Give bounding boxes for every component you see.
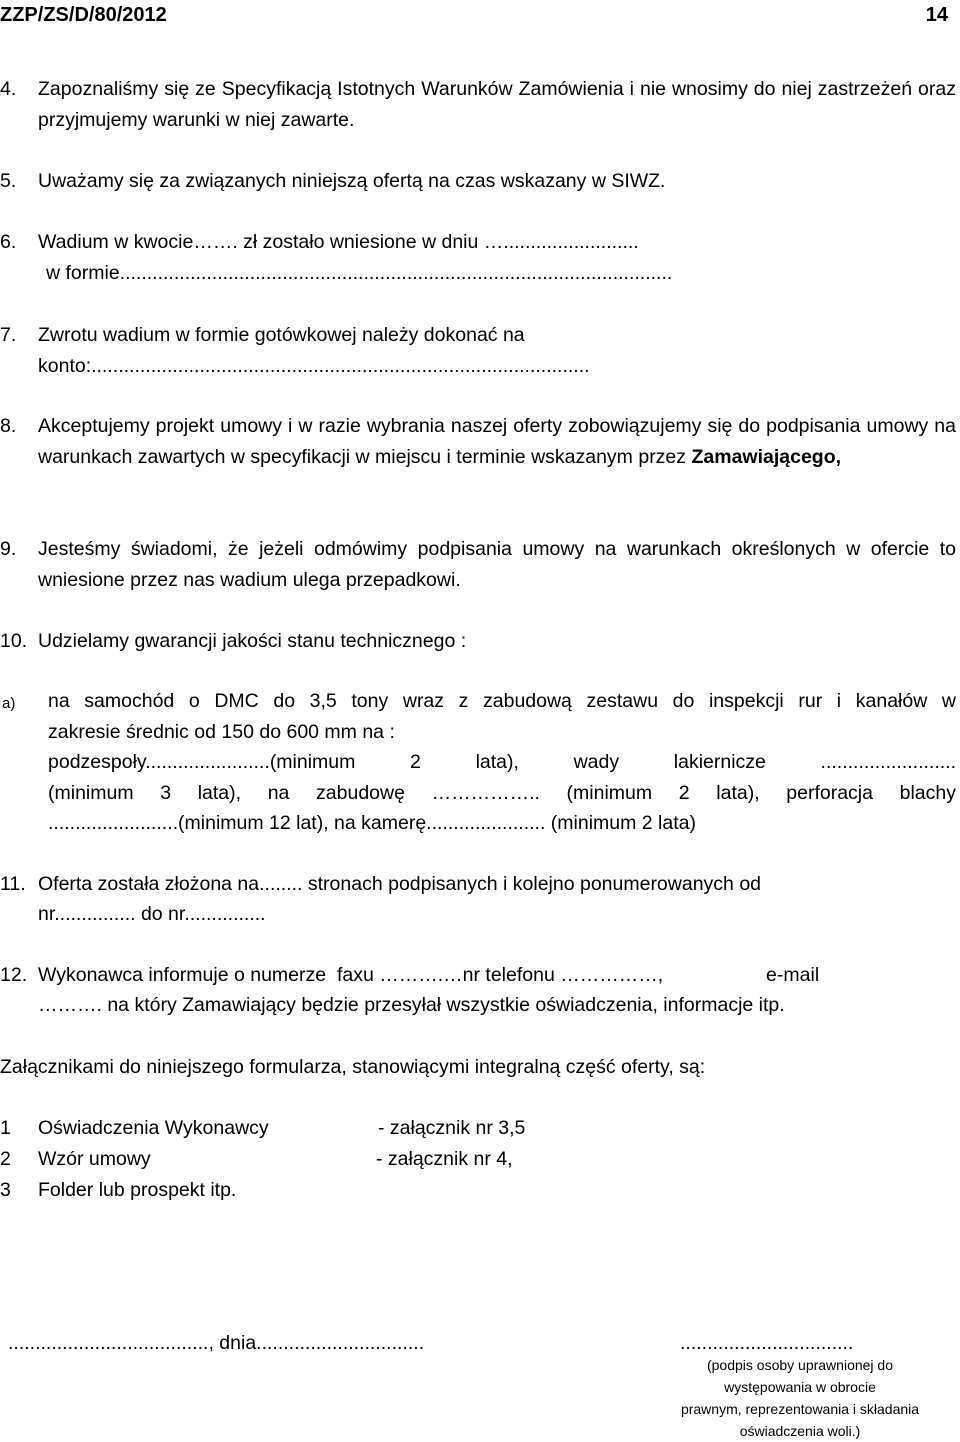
page-header bbox=[0, 2, 956, 28]
item-5-text: Uważamy się za związanych niniejszą ofertą na czas wskazany w SIWZ. bbox=[38, 170, 666, 192]
item-4-text: Zapoznaliśmy się ze Specyfikacją Istotnych Warunków Zamówienia i nie wnosimy do niej zastrzeżeń oraz przyjmujemy warunki w niej zawarte. bbox=[38, 78, 956, 131]
item-a-line3: podzespoły.......................(minimum 2 lata), wady lakiernicze ......................... bbox=[48, 751, 956, 773]
item-11-line2: nr............... do nr............... bbox=[38, 903, 266, 925]
item-8-text: Akceptujemy projekt umowy i w razie wybrania naszej oferty zobowiązujemy się do podpisania umowy na warunkach zawartych w specyfikacji w miejscu i terminie wskazanym przez Zamawiającego, bbox=[38, 415, 956, 468]
item-7-line2: konto:............................................................................................ bbox=[38, 355, 590, 377]
item-12-line1: Wykonawca informuje o numerze faxu ……….…nr telefonu ……………, e-mail bbox=[38, 964, 820, 986]
item-6-line1: Wadium w kwocie……. zł zostało wniesione w dniu …......................... bbox=[38, 231, 639, 253]
item-a-line1: na samochód o DMC do 3,5 tony wraz z zabudową zestawu do inspekcji rur i kanałów w bbox=[48, 690, 956, 712]
item-10-text: Udzielamy gwarancji jakości stanu technicznego : bbox=[38, 630, 467, 652]
document-reference: ZZP/ZS/D/80/2012 bbox=[0, 4, 167, 26]
item-9-text: Jesteśmy świadomi, że jeżeli odmówimy podpisania umowy na warunkach określonych w ofercie to wniesione przez nas wadium ulega przepadkowi. bbox=[38, 538, 956, 591]
item-a-line2: zakresie średnic od 150 do 600 mm na : bbox=[48, 721, 395, 743]
signature-caption: (podpis osoby uprawnionej do występowania w obrocie prawnym, reprezentowania i składania oświadczenia woli.) bbox=[680, 1357, 920, 1439]
item-a-line4: (minimum 3 lata), na zabudowę …………….. (minimum 2 lata), perforacja blachy bbox=[48, 782, 956, 804]
attachments-intro: Załącznikami do niniejszego formularza, stanowiącymi integralną część oferty, są: bbox=[0, 1056, 706, 1078]
document-page: ZZP/ZS/D/80/2012 14 4. Zapoznaliśmy się ze Specyfikacją Istotnych Warunków Zamówienia i nie wnosimy do niej zastrzeżeń oraz przyjmujemy warunki w niej zawarte. 5. Uważamy się za związanych niniejszą ofertą na czas wskazany w SIWZ. 6. Wadium w kwocie……. zł zostało wniesione w dniu …......................... w formie...................................................................................................... 7. Zwrotu wadium w formie gotówkowej należy dokonać na konto:............................................................................................ 8. Akceptujemy projekt umowy i w razie wybrania naszej oferty zobowiązujemy się do podpisania umowy na warunkach zawartych w specyfikacji w miejscu i terminie wskazanym przez Zamawiającego, 9. Jesteśmy świadomi, że jeżeli odmówimy podpisania umowy na warunkach określonych w ofercie to wniesione przez nas wadium ulega przepadkowi. 10. Udzielamy gwarancji jakości stanu technicznego : a) na samochód o DMC do 3,5 tony wraz z zabudową zestawu do inspekcji rur i kanałów w zakresie średnic od 150 do 600 mm na : podzespoły.......................(minimum 2 lata), wady lakiernicze ......................... (minimum 3 lata), na zabudowę …………….. (minimum 2 lata), perforacja blachy ........................(minimum 12 lat), na kamerę...................... (minimum 2 lata) 11. Oferta została złożona na........ stronach podpisanych i kolejno ponumerowanych od nr............... do nr............... 12. Wykonawca informuje o numerze faxu ……….…nr telefonu ……………, e-mail ………. na który Zamawiający będzie przesyłał wszystkie oświadczenia, informacje itp. Załącznikami do niniejszego formularza, stanowiącymi integralną część oferty, są: 1 Oświadczenia Wykonawcy - załącznik nr 3,5 2 Wzór umowy - załącznik nr 4, 3 Folder lub prospekt itp. ....................................., dnia............................... ................................ (podpis osoby uprawnionej do występowania w obrocie prawnym, reprezentowania i składania oświadczenia woli.) bbox=[0, 0, 960, 1436]
item-11-line1: Oferta została złożona na........ stronach podpisanych i kolejno ponumerowanych od bbox=[38, 873, 762, 895]
place-date-line: ....................................., dnia............................... bbox=[8, 1332, 425, 1354]
signature-line: ................................ bbox=[680, 1332, 854, 1354]
item-8-bold: Zamawiającego, bbox=[691, 445, 842, 468]
item-6-line2: w formie...................................................................................................... bbox=[46, 262, 673, 284]
item-7-line1: Zwrotu wadium w formie gotówkowej należy dokonać na bbox=[38, 324, 525, 346]
item-12-line2: ………. na który Zamawiający będzie przesyłał wszystkie oświadczenia, informacje itp. bbox=[38, 994, 785, 1016]
page-number: 14 bbox=[925, 4, 948, 26]
item-a-num: a) bbox=[2, 695, 16, 712]
item-a-line5: ........................(minimum 12 lat), na kamerę...................... (minimum 2 lata) bbox=[48, 812, 696, 834]
